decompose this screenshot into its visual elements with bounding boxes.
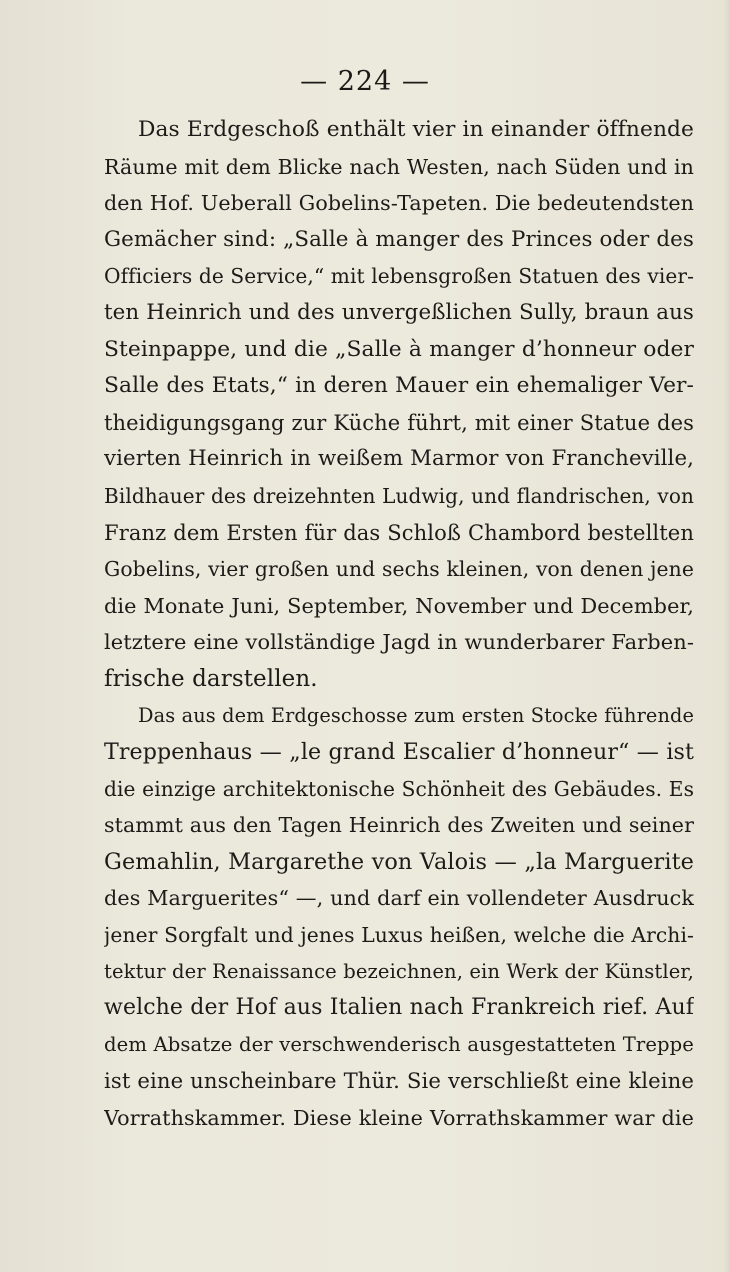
- text-line: frische darstellen.: [104, 665, 318, 692]
- text-line: Gemahlin, Margarethe von Valois — „la Marguerite: [104, 848, 694, 875]
- page-number: — 224 —: [300, 66, 430, 97]
- text-line: die einzige architektonische Schönheit des Gebäudes. Es: [104, 776, 694, 801]
- text-line: Das aus dem Erdgeschosse zum ersten Stocke führende: [138, 703, 694, 727]
- text-line: jener Sorgfalt und jenes Luxus heißen, welche die Archi-: [104, 923, 694, 948]
- text-line: stammt aus den Tagen Heinrich des Zweiten und seiner: [104, 813, 694, 838]
- text-line: ist eine unscheinbare Thür. Sie verschließt eine kleine: [104, 1068, 694, 1094]
- text-line: Treppenhaus — „le grand Escalier d’honneur“ — ist: [104, 739, 694, 766]
- text-line: des Marguerites“ —, und darf ein vollendeter Ausdruck: [104, 886, 694, 911]
- text-line: Das Erdgeschoß enthält vier in einander öffnende: [138, 117, 694, 142]
- text-line: theidigungsgang zur Küche führt, mit einer Statue des: [104, 409, 694, 435]
- text-line: Gemächer sind: „Salle à manger des Princes oder des: [104, 226, 694, 252]
- text-line: den Hof. Ueberall Gobelins-Tapeten. Die bedeutendsten: [104, 191, 694, 216]
- text-line: Gobelins, vier großen und sechs kleinen, von denen jene: [104, 557, 694, 582]
- text-line: Steinpappe, und die „Salle à manger d’honneur oder: [104, 336, 694, 362]
- text-line: die Monate Juni, September, November und December,: [104, 593, 694, 618]
- text-line: Bildhauer des dreizehnten Ludwig, und flandrischen, von: [104, 483, 694, 508]
- text-line: letztere eine vollständige Jagd in wunderbarer Farben-: [104, 630, 694, 655]
- text-line: tektur der Renaissance bezeichnen, ein Werk der Künstler,: [104, 959, 694, 983]
- text-line: Salle des Etats,“ in deren Mauer ein ehemaliger Ver-: [104, 373, 694, 399]
- text-line: Vorrathskammer. Diese kleine Vorrathskammer war die: [104, 1106, 694, 1131]
- text-line: dem Absatze der verschwenderisch ausgestatteten Treppe: [104, 1032, 694, 1056]
- text-line: Officiers de Service,“ mit lebensgroßen Statuen des vier-: [104, 264, 694, 289]
- text-line: welche der Hof aus Italien nach Frankreich rief. Auf: [104, 995, 694, 1021]
- text-line: ten Heinrich und des unvergeßlichen Sully, braun aus: [104, 299, 694, 325]
- text-line: vierten Heinrich in weißem Marmor von Francheville,: [104, 446, 694, 472]
- page-edge-shadow: [724, 0, 730, 1272]
- body-text: [104, 112, 694, 1137]
- text-line: Franz dem Ersten für das Schloß Chambord bestellten: [104, 519, 694, 545]
- text-line: Räume mit dem Blicke nach Westen, nach Süden und in: [104, 154, 694, 179]
